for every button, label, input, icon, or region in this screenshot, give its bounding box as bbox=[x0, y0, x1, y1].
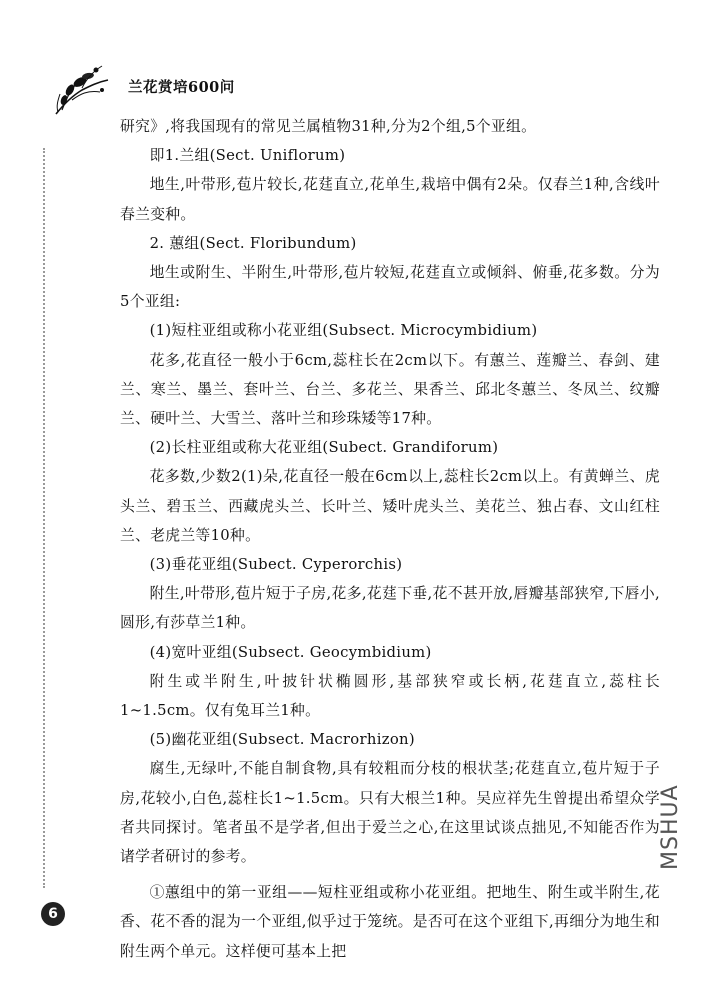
paragraph: 研究》,将我国现有的常见兰属植物31种,分为2个组,5个亚组。 bbox=[120, 118, 537, 135]
paragraph: 附生,叶带形,苞片短于子房,花多,花莛下垂,花不甚开放,唇瓣基部狭窄,下唇小,圆形,有莎草兰1种。 bbox=[120, 585, 660, 632]
page-number: 6 bbox=[41, 902, 65, 926]
paragraph: (5)幽花亚组(Subsect. Macrorhizon) bbox=[149, 731, 415, 749]
paragraph: 花多,花直径一般小于6cm,蕊柱长在2cm以下。有蕙兰、莲瓣兰、春剑、建兰、寒兰、墨兰、套叶兰、台兰、多花兰、果香兰、邱北冬蕙兰、冬凤兰、纹瓣兰、硬叶兰、大雪兰、落叶兰和珍珠矮等17种。 bbox=[120, 351, 660, 428]
paragraph: 地生或附生、半附生,叶带形,苞片较短,花莛直立或倾斜、俯垂,花多数。分为5个亚组: bbox=[120, 264, 660, 311]
paragraph: (3)垂花亚组(Subect. Cyperorchis) bbox=[149, 556, 403, 574]
paragraph: ①蕙组中的第一亚组——短柱亚组或称小花亚组。把地生、附生或半附生,花香、花不香的混为一个亚组,似乎过于笼统。是否可在这个亚组下,再细分为地生和附生两个单元。这样便可基本上把 bbox=[120, 884, 660, 960]
margin-dotted-rule bbox=[43, 148, 45, 888]
paragraph: (4)宽叶亚组(Subsect. Geocymbidium) bbox=[149, 643, 432, 661]
paragraph: (2)长柱亚组或称大花亚组(Subect. Grandiforum) bbox=[149, 439, 499, 457]
paragraph: (1)短柱亚组或称小花亚组(Subsect. Microcymbidium) bbox=[149, 322, 538, 340]
orchid-decoration-icon bbox=[52, 60, 112, 118]
running-header-title: 兰花赏培600问 bbox=[128, 79, 235, 96]
paragraph: 附生或半附生,叶披针状椭圆形,基部狭窄或长柄,花莛直立,蕊柱长1~1.5cm。仅有兔耳兰1种。 bbox=[120, 672, 660, 720]
paragraph: 2. 蕙组(Sect. Floribundum) bbox=[149, 234, 357, 252]
watermark-text: MSHUA bbox=[658, 784, 683, 870]
paragraph: 花多数,少数2(1)朵,花直径一般在6cm以上,蕊柱长2cm以上。有黄蝉兰、虎头兰、碧玉兰、西藏虎头兰、长叶兰、矮叶虎头兰、美花兰、独占春、文山红柱兰、老虎兰等10种。 bbox=[120, 468, 660, 544]
body-text bbox=[120, 112, 660, 966]
paragraph: 地生,叶带形,苞片较长,花莛直立,花单生,栽培中偶有2朵。仅春兰1种,含线叶春兰变种。 bbox=[120, 176, 660, 223]
paragraph: 即1.兰组(Sect. Uniflorum) bbox=[149, 147, 346, 165]
paragraph: 腐生,无绿叶,不能自制食物,具有较粗而分枝的根状茎;花莛直立,苞片短于子房,花较小,白色,蕊柱长1~1.5cm。只有大根兰1种。吴应祥先生曾提出希望众学者共同探讨。笔者虽不是学者,但出于爱兰之心,在这里试谈点拙见,不知能否作为诸学者研讨的参考。 bbox=[120, 760, 660, 866]
